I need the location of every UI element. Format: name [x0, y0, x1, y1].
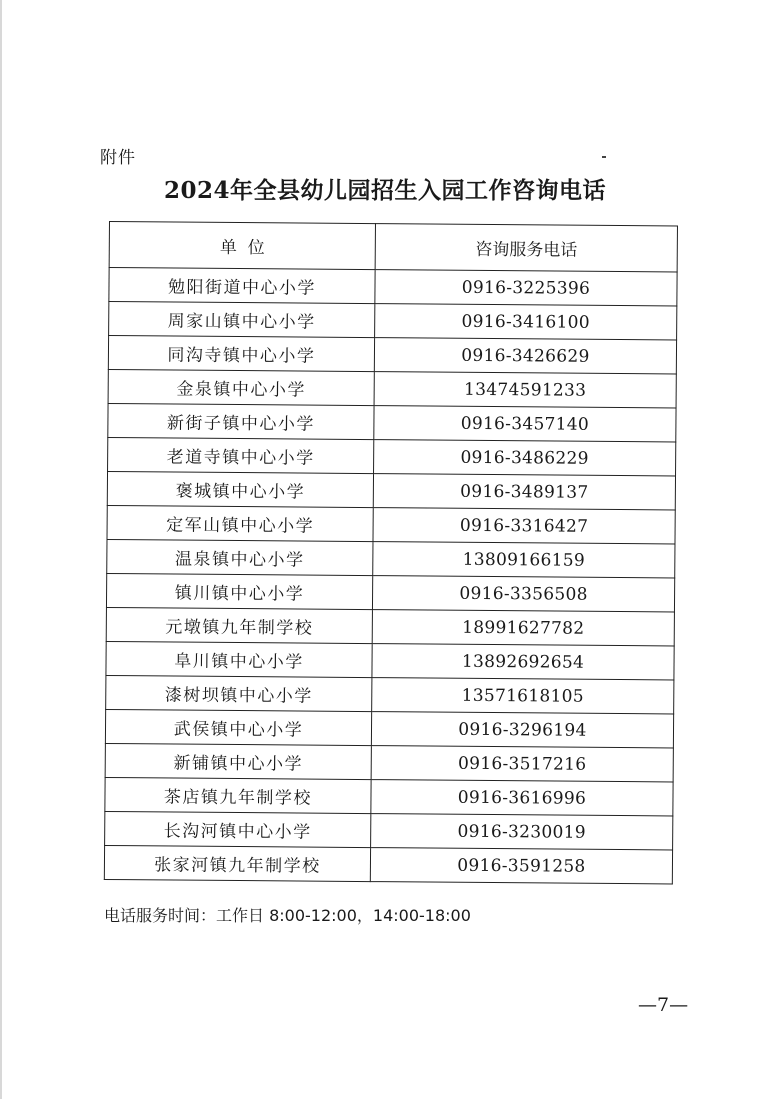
table-row — [106, 641, 674, 679]
table-row — [108, 437, 676, 475]
phone-cell: 0916-3316427 — [373, 508, 675, 544]
attachment-label: 附件 — [100, 148, 136, 168]
unit-cell: 新铺镇中心小学 — [105, 743, 371, 779]
table-row — [106, 573, 674, 611]
unit-cell: 张家河镇九年制学校 — [104, 845, 370, 881]
table-row — [107, 539, 675, 577]
contact-table — [104, 221, 678, 884]
phone-cell: 13809166159 — [373, 542, 675, 578]
unit-cell: 漆树坝镇中心小学 — [106, 675, 372, 711]
table-row — [105, 777, 673, 815]
phone-cell: 0916-3591258 — [370, 848, 672, 884]
table-header-row — [109, 222, 677, 272]
table-row — [105, 709, 673, 747]
scan-speck — [602, 156, 606, 158]
unit-cell: 同沟寺镇中心小学 — [108, 336, 374, 372]
table-body — [104, 268, 677, 884]
phone-cell: 13571618105 — [372, 678, 674, 714]
unit-cell: 阜川镇中心小学 — [106, 641, 372, 677]
phone-cell: 13474591233 — [374, 372, 676, 408]
table-row — [107, 505, 675, 543]
phone-cell: 18991627782 — [372, 610, 674, 646]
table-row — [106, 607, 674, 645]
phone-cell: 0916-3616996 — [371, 780, 673, 816]
unit-cell: 茶店镇九年制学校 — [105, 777, 371, 813]
table-row — [109, 268, 677, 306]
phone-cell: 0916-3426629 — [374, 338, 676, 374]
table-row — [108, 403, 676, 441]
unit-cell: 老道寺镇中心小学 — [108, 437, 374, 473]
scan-edge — [0, 0, 2, 1099]
unit-cell: 新街子镇中心小学 — [108, 403, 374, 439]
table-row — [108, 336, 676, 374]
phone-cell: 0916-3489137 — [373, 474, 675, 510]
table-row — [109, 302, 677, 340]
page-number: —7— — [638, 994, 689, 1016]
unit-cell: 元墩镇九年制学校 — [106, 607, 372, 643]
phone-cell: 0916-3225396 — [375, 270, 677, 306]
unit-cell: 勉阳街道中心小学 — [109, 268, 375, 304]
phone-cell: 0916-3486229 — [374, 440, 676, 476]
phone-cell: 0916-3356508 — [372, 576, 674, 612]
table-row — [105, 743, 673, 781]
unit-cell: 金泉镇中心小学 — [108, 369, 374, 405]
service-hours-note: 电话服务时间：工作日 8:00-12:00，14:00-18:00 — [104, 906, 471, 925]
header-phone: 咨询服务电话 — [375, 224, 677, 272]
phone-cell: 0916-3457140 — [374, 406, 676, 442]
table-row — [105, 811, 673, 849]
unit-cell: 温泉镇中心小学 — [107, 539, 373, 575]
header-unit: 单 位 — [109, 222, 375, 270]
unit-cell: 镇川镇中心小学 — [106, 573, 372, 609]
phone-cell: 0916-3230019 — [371, 814, 673, 850]
phone-cell: 13892692654 — [372, 644, 674, 680]
unit-cell: 褒城镇中心小学 — [107, 471, 373, 507]
unit-cell: 武侯镇中心小学 — [105, 709, 371, 745]
phone-cell: 0916-3416100 — [375, 304, 677, 340]
table-row — [104, 845, 672, 883]
table-row — [107, 471, 675, 509]
phone-cell: 0916-3517216 — [371, 746, 673, 782]
unit-cell: 定军山镇中心小学 — [107, 505, 373, 541]
unit-cell: 周家山镇中心小学 — [109, 302, 375, 338]
table-row — [106, 675, 674, 713]
unit-cell: 长沟河镇中心小学 — [105, 811, 371, 847]
phone-cell: 0916-3296194 — [371, 712, 673, 748]
table-row — [108, 369, 676, 407]
page-title: 2024年全县幼儿园招生入园工作咨询电话 — [163, 177, 606, 204]
